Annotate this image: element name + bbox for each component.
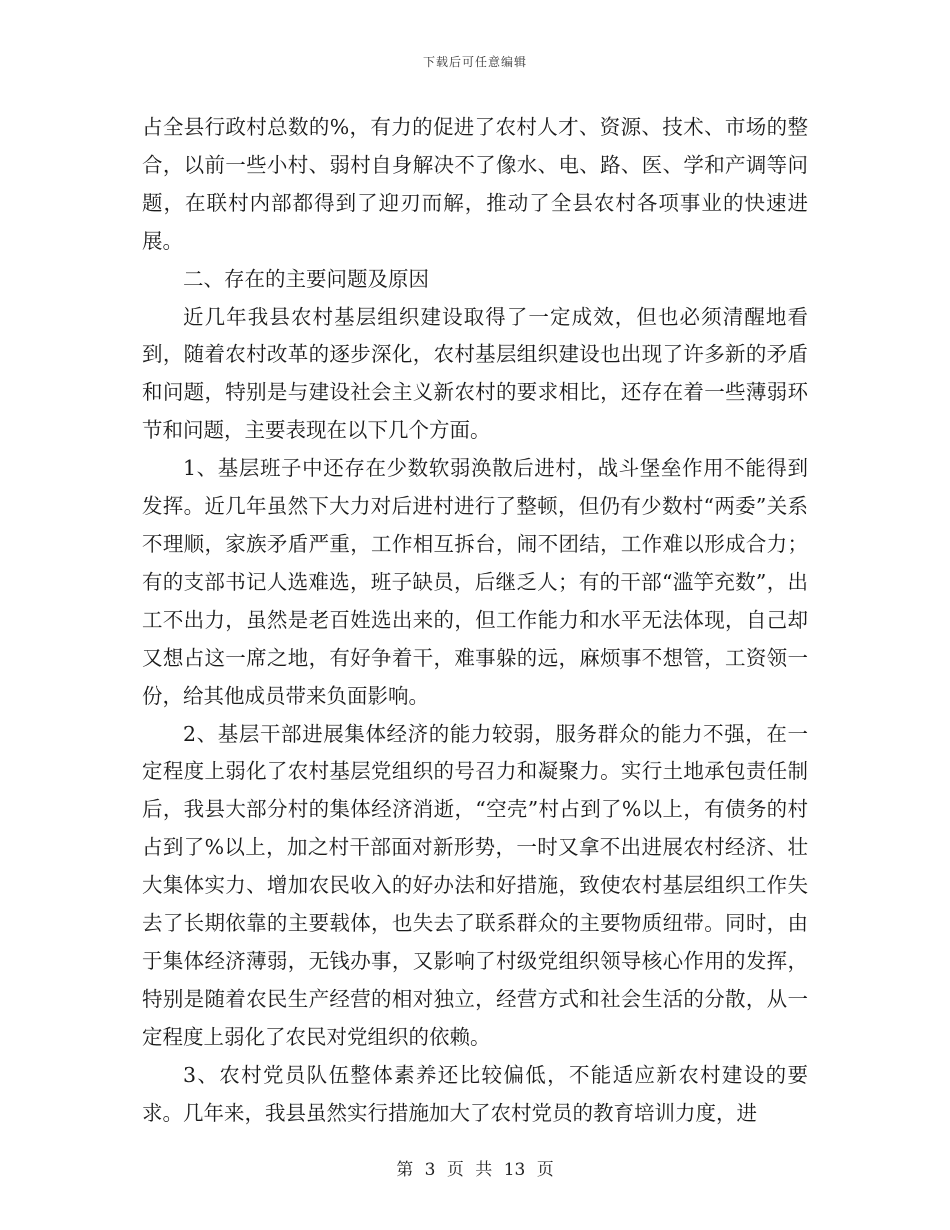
paragraph-continuation: 占全县行政村总数的%，有力的促进了农村人才、资源、技术、市场的整合，以前一些小村、弱村自身解决不了像水、电、路、医、学和产调等问题，在联村内部都得到了迎刃而解，推动了全县农村各项事业的快速进展。 bbox=[142, 115, 808, 253]
section-heading: 二、存在的主要问题及原因 bbox=[183, 266, 429, 291]
page-number-footer: 第 3 页 共 13 页 bbox=[396, 1160, 554, 1180]
paragraph: 1、基层班子中还存在少数软弱涣散后进村，战斗堡垒作用不能得到发挥。近几年虽然下大力对后进村进行了整顿，但仍有少数村“两委”关系不理顺，家族矛盾严重，工作相互拆台，闹不团结，工作难以形成合力；有的支部书记人选难选，班子缺员，后继乏人；有的干部“滥竽充数”，出工不出力，虽然是老百姓选出来的，但工作能力和水平无法体现，自己却又想占这一席之地，有好争着干，难事躲的远，麻烦事不想管，工资领一份，给其他成员带来负面影响。 bbox=[142, 456, 808, 708]
paragraph: 2、基层干部进展集体经济的能力较弱，服务群众的能力不强，在一定程度上弱化了农村基层党组织的号召力和凝聚力。实行土地承包责任制后，我县大部分村的集体经济消逝，“空壳”村占到了%以上，有债务的村占到了%以上，加之村干部面对新形势，一时又拿不出进展农村经济、壮大集体实力、增加农民收入的好办法和好措施，致使农村基层组织工作失去了长期依靠的主要载体，也失去了联系群众的主要物质纽带。同时，由于集体经济薄弱，无钱办事，又影响了村级党组织领导核心作用的发挥，特别是随着农民生产经营的相对独立，经营方式和社会生活的分散，从一定程度上弱化了农民对党组织的依赖。 bbox=[142, 721, 808, 1049]
page-header: 下载后可任意编辑 bbox=[422, 55, 527, 69]
paragraph: 近几年我县农村基层组织建设取得了一定成效，但也必须清醒地看到，随着农村改革的逐步深化，农村基层组织建设也出现了许多新的矛盾和问题，特别是与建设社会主义新农村的要求相比，还存在着一些薄弱环节和问题，主要表现在以下几个方面。 bbox=[142, 304, 808, 443]
paragraph: 3、农村党员队伍整体素养还比较偏低，不能适应新农村建设的要求。几年来，我县虽然实行措施加大了农村党员的教育培训力度，进 bbox=[142, 1062, 808, 1125]
body-text bbox=[142, 109, 808, 1132]
